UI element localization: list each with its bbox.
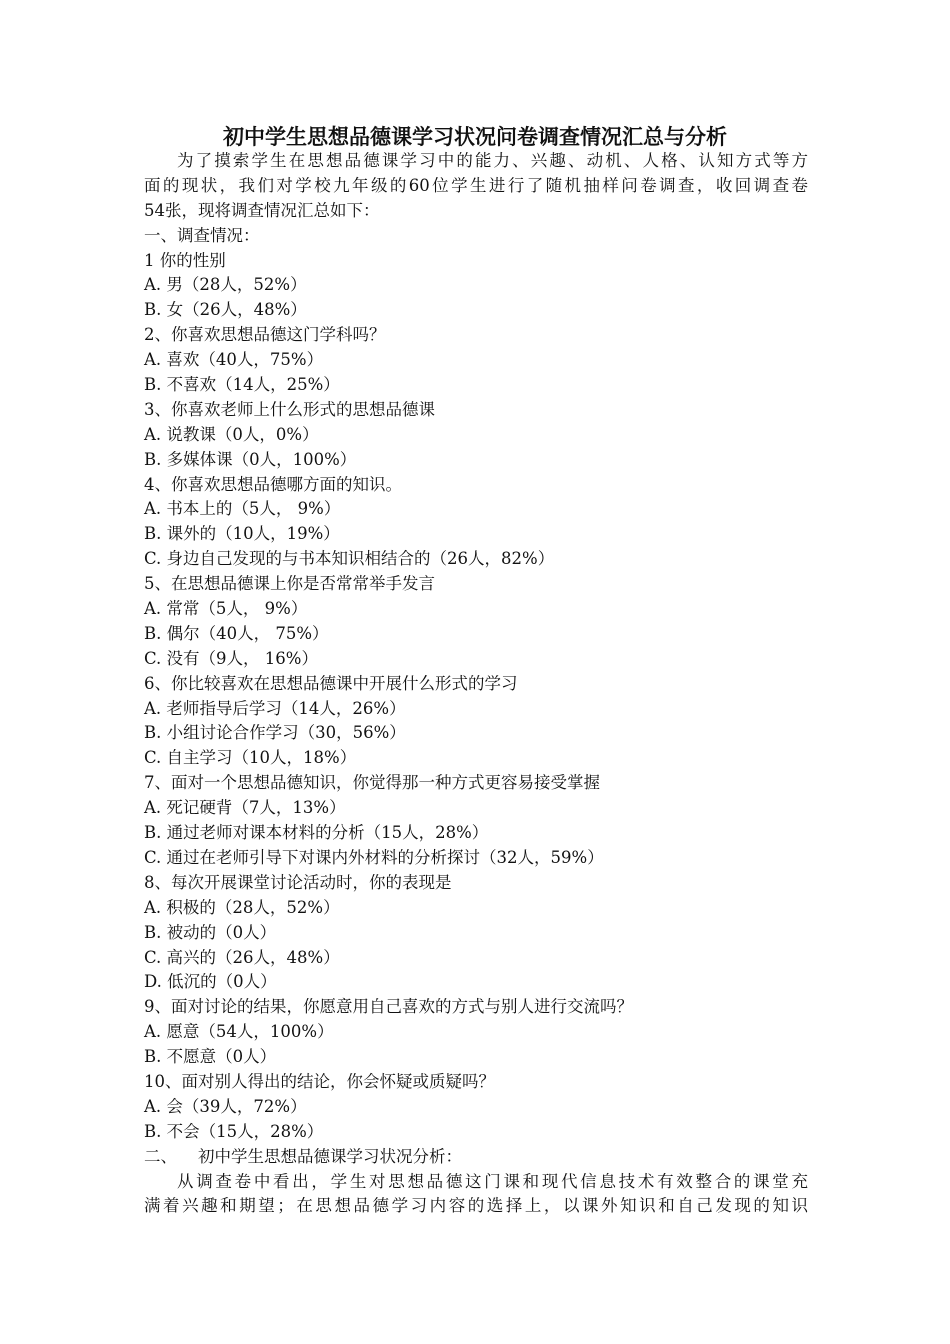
survey-line: B. 被动的（0人） [144, 922, 277, 942]
survey-line: B. 不喜欢（14人，25%） [144, 375, 340, 395]
survey-line: 3、你喜欢老师上什么形式的思想品德课 [144, 399, 435, 419]
survey-line: 6、你比较喜欢在思想品德课中开展什么形式的学习 [144, 673, 518, 693]
survey-line: B. 不愿意（0人） [144, 1047, 277, 1067]
intro-line: 面的现状，我们对学校九年级的60位学生进行了随机抽样问卷调查，收回调查卷 [144, 175, 808, 195]
survey-line: A. 说教课（0人，0%） [144, 424, 319, 444]
survey-line: D. 低沉的（0人） [144, 972, 277, 992]
section-heading: 二、 初中学生思想品德课学习状况分析： [144, 1146, 462, 1166]
survey-line: 4、你喜欢思想品德哪方面的知识。 [144, 474, 402, 494]
survey-line: A. 常常（5人， 9%） [144, 599, 308, 619]
survey-line: 2、你喜欢思想品德这门学科吗？ [144, 325, 386, 345]
survey-line: C. 没有（9人， 16%） [144, 648, 318, 668]
survey-line: B. 小组讨论合作学习（30，56%） [144, 723, 406, 743]
survey-line: B. 女（26人，48%） [144, 300, 307, 320]
survey-line: C. 身边自己发现的与书本知识相结合的（26人，82%） [144, 549, 555, 569]
survey-line: B. 通过老师对课本材料的分析（15人，28%） [144, 823, 489, 843]
survey-line: 1 你的性别 [144, 250, 226, 270]
intro-line: 为了摸索学生在思想品德课学习中的能力、兴趣、动机、人格、认知方式等方 [177, 151, 808, 170]
survey-line: C. 通过在老师引导下对课内外材料的分析探讨（32人，59%） [144, 847, 604, 867]
intro-line: 54张，现将调查情况汇总如下： [144, 200, 380, 220]
survey-line: A. 积极的（28人，52%） [144, 897, 340, 917]
survey-line: 8、每次开展课堂讨论活动时，你的表现是 [144, 872, 452, 892]
analysis-line: 满着兴趣和期望；在思想品德学习内容的选择上，以课外知识和自己发现的知识 [144, 1196, 808, 1216]
survey-line: 10、面对别人得出的结论，你会怀疑或质疑吗？ [144, 1071, 495, 1091]
survey-line: B. 不会（15人，28%） [144, 1121, 324, 1141]
survey-line: 5、在思想品德课上你是否常常举手发言 [144, 574, 435, 594]
survey-line: A. 会（39人，72%） [144, 1096, 307, 1116]
survey-line: 9、面对讨论的结果，你愿意用自己喜欢的方式与别人进行交流吗？ [144, 997, 633, 1017]
survey-list [144, 249, 808, 1145]
survey-line: C. 自主学习（10人，18%） [144, 748, 357, 768]
survey-line: 7、面对一个思想品德知识，你觉得那一种方式更容易接受掌握 [144, 773, 600, 793]
survey-line: A. 死记硬背（7人，13%） [144, 798, 346, 818]
survey-line: B. 课外的（10人，19%） [144, 524, 340, 544]
survey-line: A. 喜欢（40人，75%） [144, 350, 324, 370]
survey-line: B. 偶尔（40人， 75%） [144, 623, 329, 643]
document-body [144, 149, 808, 1219]
document-title: 初中学生思想品德课学习状况问卷调查情况汇总与分析 [223, 124, 727, 149]
analysis-line: 从调查卷中看出，学生对思想品德这门课和现代信息技术有效整合的课堂充 [177, 1171, 808, 1191]
survey-line: A. 男（28人，52%） [144, 275, 307, 295]
survey-line: A. 书本上的（5人， 9%） [144, 499, 341, 519]
section-heading: 一、调查情况： [144, 225, 260, 245]
survey-line: A. 老师指导后学习（14人，26%） [144, 698, 406, 718]
survey-line: B. 多媒体课（0人，100%） [144, 449, 357, 469]
survey-line: A. 愿意（54人，100%） [144, 1022, 334, 1042]
survey-line: C. 高兴的（26人，48%） [144, 947, 340, 967]
